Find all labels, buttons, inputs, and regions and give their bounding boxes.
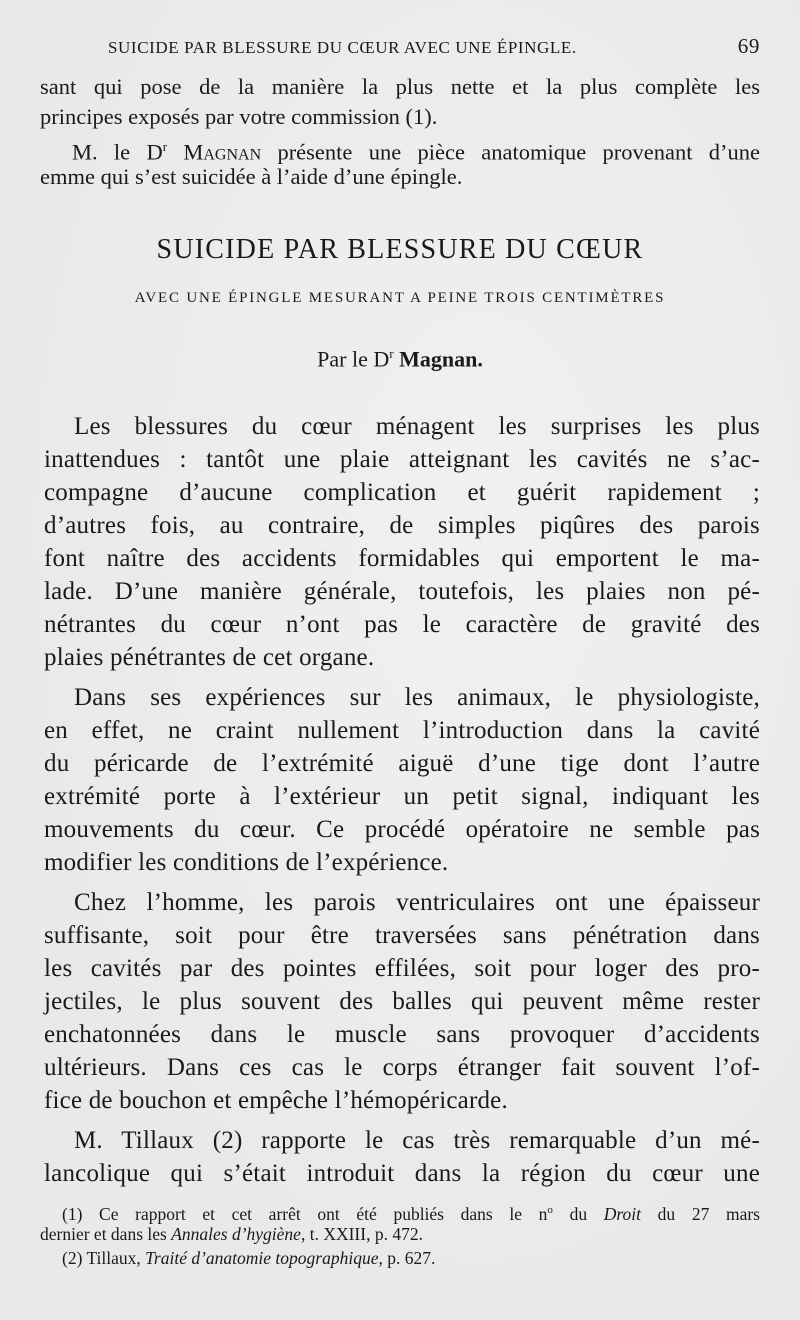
body-line: lade. D’une manière générale, toutefois, les plaies non pé- xyxy=(44,578,760,605)
body-line: jectiles, le plus souvent des balles qui peuvent même rester xyxy=(44,988,760,1015)
intro-line: emme qui s’est suicidée à l’aide d’une épingle. xyxy=(40,164,463,189)
body-line: modifier les conditions de l’expérience. xyxy=(44,849,449,876)
footnote-text: dernier et dans les xyxy=(40,1224,172,1244)
author-name: Magnan xyxy=(183,139,262,165)
byline-sup: r xyxy=(389,346,394,361)
body-line: extrémité porte à l’extérieur un petit signal, indiquant les xyxy=(44,783,760,810)
body-line: du péricarde de l’extrémité aiguë d’une tige dont l’autre xyxy=(44,750,760,777)
body-line: font naître des accidents formidables qui emportent le ma- xyxy=(44,545,760,572)
body-line: d’autres fois, au contraire, de simples piqûres des parois xyxy=(44,512,760,539)
footnote-text: (1) Ce rapport et cet arrêt ont été publiés dans le n xyxy=(62,1203,548,1224)
body-line: en effet, ne craint nullement l’introduction dans la cavité xyxy=(44,717,760,744)
body-line: compagne d’aucune complication et guérit rapidement ; xyxy=(44,479,760,506)
footnote-text: (2) Tillaux, xyxy=(62,1248,146,1268)
intro-text: présente une pièce anatomique provenant d’une xyxy=(261,139,760,165)
intro-sup: r xyxy=(162,139,168,154)
body-line: mouvements du cœur. Ce procédé opératoire ne semble pas xyxy=(44,816,760,843)
body-line: les cavités par des pointes effilées, soit pour loger des pro- xyxy=(44,955,760,982)
footnote-text: , t. XXIII, p. 472. xyxy=(300,1224,423,1244)
body-line: nétrantes du cœur n’ont pas le caractère de gravité des xyxy=(44,611,760,638)
intro-line: principes exposés par votre commission (1). xyxy=(40,104,438,129)
body-line: M. Tillaux (2) rapporte le cas très remarquable d’un mé- xyxy=(74,1127,760,1154)
running-head xyxy=(100,34,760,62)
byline-name: Magnan. xyxy=(399,346,483,372)
body-line: enchatonnées dans le muscle sans provoquer d’accidents xyxy=(44,1021,760,1048)
footnote-italic: Annales d’hygiène xyxy=(171,1224,301,1244)
body-line: lancolique qui s’était introduit dans la région du cœur une xyxy=(44,1160,760,1187)
body-line: fice de bouchon et empêche l’hémopéricarde. xyxy=(44,1087,508,1114)
footnote-text: du 27 mars xyxy=(641,1203,760,1224)
body-line: ultérieurs. Dans ces cas le corps étranger fait souvent l’of- xyxy=(44,1054,760,1081)
body-line: inattendues : tantôt une plaie atteignant les cavités ne s’ac- xyxy=(44,446,760,473)
running-title: SUICIDE PAR BLESSURE DU CŒUR AVEC UNE ÉPINGLE. xyxy=(108,38,577,57)
footnote-italic: Droit xyxy=(603,1203,642,1224)
article-subtitle: AVEC UNE ÉPINGLE MESURANT A PEINE TROIS CENTIMÈTRES xyxy=(134,290,666,306)
page-number: 69 xyxy=(737,34,760,58)
body-line: plaies pénétrantes de cet organe. xyxy=(44,644,375,671)
article-byline xyxy=(0,346,800,372)
body-line: Dans ses expériences sur les animaux, le physiologiste, xyxy=(74,684,760,711)
footnote-text: , p. 627. xyxy=(378,1248,436,1268)
body-line: Chez l’homme, les parois ventriculaires ont une épaisseur xyxy=(74,889,760,916)
article-title: SUICIDE PAR BLESSURE DU CŒUR xyxy=(156,234,644,265)
footnote-sup: o xyxy=(547,1204,553,1216)
footnote-2 xyxy=(62,1246,760,1270)
footnote-1-continued xyxy=(40,1222,760,1246)
intro-line: sant qui pose de la manière la plus nette et la plus complète les xyxy=(40,74,760,99)
body-line: suffisante, soit pour être traversées sans pénétration dans xyxy=(44,922,760,949)
footnote-text: du xyxy=(552,1203,604,1224)
byline-prefix: Par le D xyxy=(317,346,390,372)
footnote-italic: Traité d’anatomie topographique xyxy=(145,1248,379,1268)
body-line: Les blessures du cœur ménagent les surprises les plus xyxy=(74,413,760,440)
intro-text: M. le D xyxy=(72,139,163,165)
